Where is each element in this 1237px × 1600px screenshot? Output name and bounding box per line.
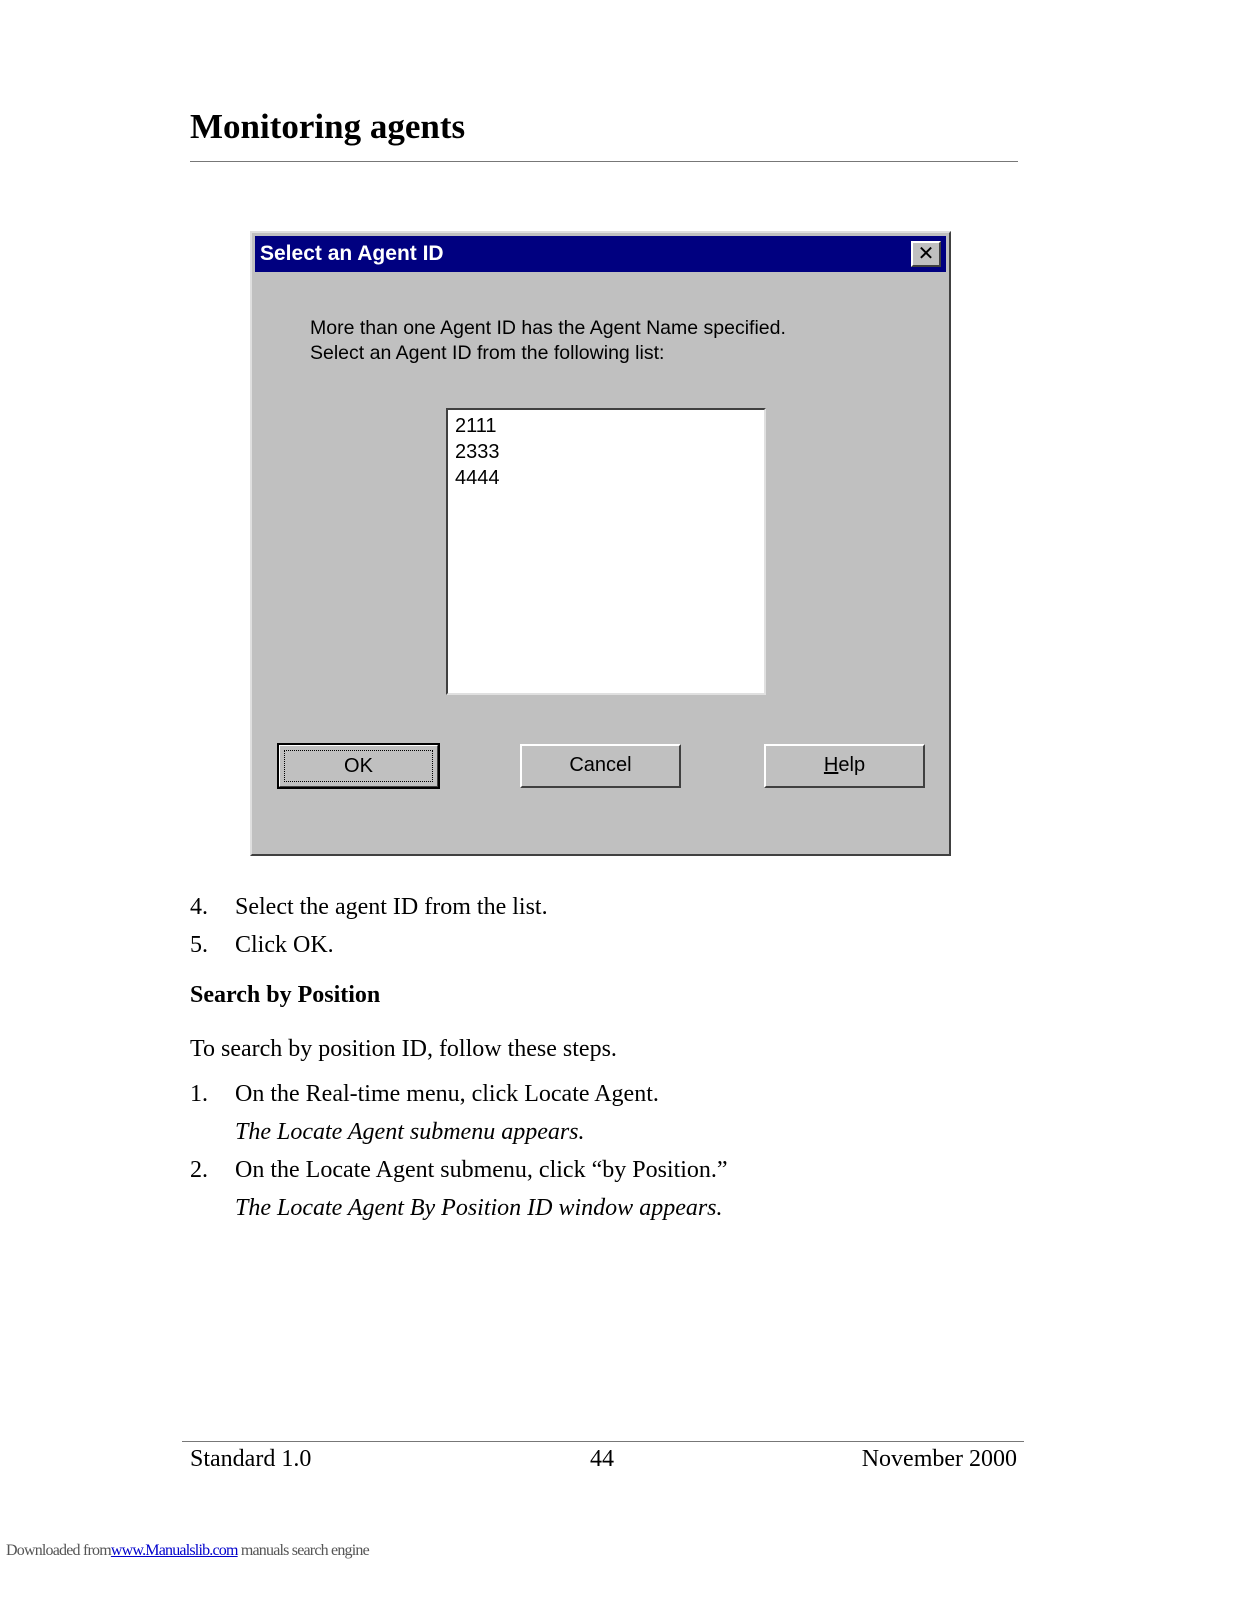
message-line: More than one Agent ID has the Agent Name specified. bbox=[310, 317, 786, 339]
footer-version: Standard 1.0 bbox=[190, 1446, 312, 1472]
page-title: Monitoring agents bbox=[190, 107, 466, 146]
dialog-titlebar[interactable] bbox=[255, 236, 946, 272]
list-item-agent-id[interactable]: 4444 bbox=[455, 467, 500, 489]
section-heading: Search by Position bbox=[190, 982, 381, 1008]
select-agent-id-dialog bbox=[250, 231, 951, 856]
page-number: 44 bbox=[590, 1446, 614, 1472]
close-icon[interactable]: ✕ bbox=[911, 241, 941, 267]
step-text: On the Locate Agent submenu, click “by Position.” bbox=[235, 1157, 728, 1183]
agent-id-listbox[interactable] bbox=[446, 408, 766, 695]
step-text: Click OK. bbox=[235, 932, 334, 958]
list-item-agent-id[interactable]: 2333 bbox=[455, 441, 500, 463]
step-text: Select the agent ID from the list. bbox=[235, 894, 548, 920]
dialog-message bbox=[310, 316, 786, 366]
step-text: On the Real-time menu, click Locate Agent. bbox=[235, 1081, 659, 1107]
download-suffix: manuals search engine bbox=[237, 1542, 369, 1559]
manualslib-link[interactable]: www.Manualslib.com bbox=[110, 1542, 238, 1559]
list-item-agent-id[interactable]: 2111 bbox=[455, 415, 497, 437]
help-label-rest: elp bbox=[838, 754, 866, 776]
section-intro: To search by position ID, follow these steps. bbox=[190, 1036, 617, 1062]
ok-button[interactable] bbox=[278, 744, 439, 788]
step-number: 4. bbox=[190, 894, 208, 920]
step-result: The Locate Agent By Position ID window appears. bbox=[235, 1195, 723, 1221]
download-note bbox=[6, 1542, 369, 1560]
footer-date: November 2000 bbox=[861, 1446, 1017, 1472]
step-number: 2. bbox=[190, 1157, 208, 1183]
title-divider bbox=[190, 161, 1018, 162]
step-result: The Locate Agent submenu appears. bbox=[235, 1119, 585, 1145]
help-button[interactable] bbox=[764, 744, 925, 788]
dialog-title: Select an Agent ID bbox=[260, 242, 444, 265]
ok-button-label: OK bbox=[284, 750, 433, 782]
step-number: 5. bbox=[190, 932, 208, 958]
help-mnemonic: H bbox=[823, 754, 839, 776]
step-number: 1. bbox=[190, 1081, 208, 1107]
cancel-button[interactable]: Cancel bbox=[520, 744, 681, 788]
download-prefix: Downloaded from bbox=[6, 1542, 111, 1559]
message-line: Select an Agent ID from the following list: bbox=[310, 342, 665, 364]
footer-divider bbox=[182, 1441, 1024, 1442]
